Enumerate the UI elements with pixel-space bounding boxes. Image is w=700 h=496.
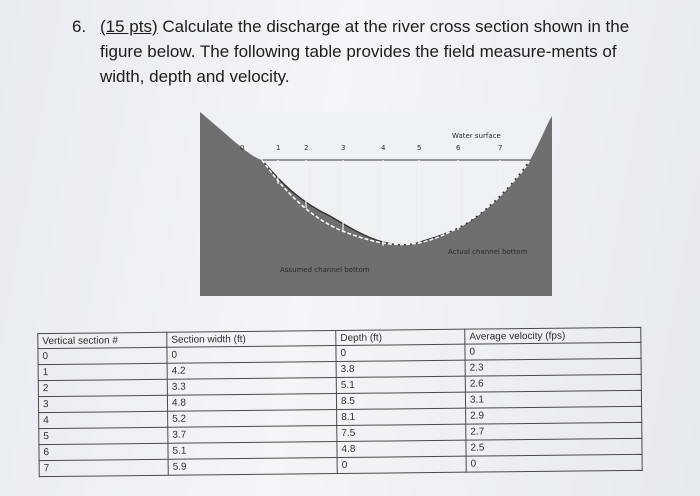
cell-section: 1 bbox=[38, 363, 167, 380]
actual-bottom-label: Actual channel bottom bbox=[448, 248, 528, 256]
cell-section: 5 bbox=[39, 427, 168, 444]
cell-width: 3.7 bbox=[168, 426, 337, 444]
cell-depth: 3.8 bbox=[336, 360, 465, 377]
cell-depth: 8.5 bbox=[336, 392, 465, 409]
section-number-5: 5 bbox=[417, 144, 422, 152]
cell-section: 7 bbox=[39, 459, 168, 476]
measurements-table-wrap bbox=[37, 327, 642, 477]
cell-velocity: 2.7 bbox=[466, 422, 642, 440]
header-vertical-section: Vertical section # bbox=[38, 332, 167, 348]
cell-velocity: 0 bbox=[466, 454, 642, 472]
question-body: Calculate the discharge at the river cross section shown in the figure below. The following table provides the field measure-ments of width, depth and velocity. bbox=[100, 17, 630, 86]
cell-depth: 5.1 bbox=[336, 376, 465, 393]
cell-section: 2 bbox=[38, 379, 167, 396]
cell-depth: 7.5 bbox=[337, 424, 466, 441]
cell-width: 5.2 bbox=[168, 410, 337, 428]
cell-velocity: 3.1 bbox=[465, 390, 641, 408]
cell-section: 6 bbox=[39, 443, 168, 460]
cross-section-svg bbox=[200, 112, 552, 296]
cell-velocity: 2.6 bbox=[465, 374, 641, 392]
cell-width: 5.9 bbox=[168, 458, 337, 476]
cell-velocity: 0 bbox=[465, 342, 641, 360]
question-number: 6. bbox=[72, 17, 87, 36]
section-number-2: 2 bbox=[304, 144, 309, 152]
header-section-width: Section width (ft) bbox=[167, 331, 336, 348]
section-number-3: 3 bbox=[341, 144, 346, 152]
section-number-4: 4 bbox=[381, 144, 386, 152]
section-number-1: 1 bbox=[276, 144, 281, 152]
cell-velocity: 2.9 bbox=[466, 406, 642, 424]
cell-width: 4.2 bbox=[167, 362, 336, 380]
cell-section: 0 bbox=[38, 347, 167, 364]
cell-velocity: 2.5 bbox=[466, 438, 642, 456]
cell-width: 3.3 bbox=[167, 378, 336, 396]
cell-velocity: 2.3 bbox=[465, 358, 641, 376]
header-depth: Depth (ft) bbox=[336, 329, 465, 345]
section-number-6: 6 bbox=[456, 144, 461, 152]
water-surface-label: Water surface bbox=[452, 132, 501, 140]
cell-section: 3 bbox=[38, 395, 167, 412]
question-text bbox=[100, 14, 660, 89]
cell-width: 5.1 bbox=[168, 442, 337, 460]
cell-section: 4 bbox=[39, 411, 168, 428]
cell-width: 0 bbox=[167, 346, 336, 364]
question-points: (15 pts) bbox=[100, 17, 158, 36]
river-cross-section-figure bbox=[200, 112, 552, 296]
cell-depth: 0 bbox=[336, 344, 465, 361]
section-number-7: 7 bbox=[498, 144, 503, 152]
measurements-table bbox=[37, 327, 642, 477]
section-number-0: 0 bbox=[240, 144, 245, 152]
assumed-bottom-label: Assumed channel bottom bbox=[280, 266, 370, 274]
cell-depth: 0 bbox=[337, 456, 466, 473]
cell-depth: 8.1 bbox=[337, 408, 466, 425]
header-average-velocity: Average velocity (fps) bbox=[465, 327, 641, 344]
cell-depth: 4.8 bbox=[337, 440, 466, 457]
cell-width: 4.8 bbox=[167, 394, 336, 412]
